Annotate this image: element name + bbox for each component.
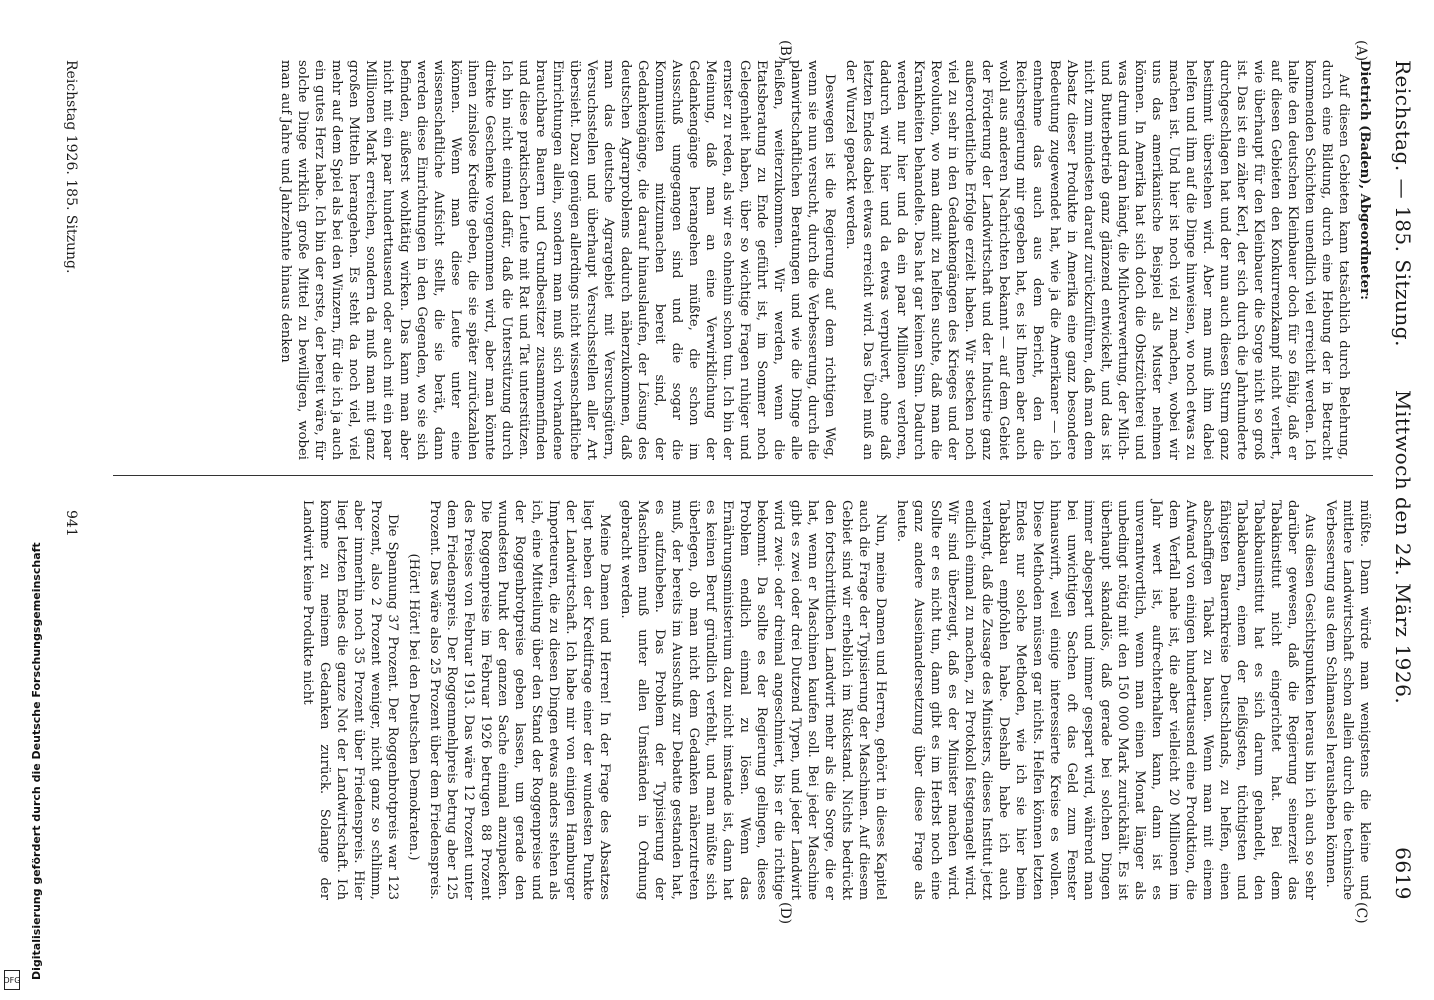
right-paragraph: Meine Damen und Herren! In der Frage des Absatzes liegt neben der Kreditfrage einer der wundesten Punkte der Landwirtschaft. Ich habe mir von einigen Hamburger Importeuren, die zu diesen Dingen etwas anders stehen als ich, eine Mitteilung über den Stand der Roggenpreise und der Roggenbrotpreise geben lassen, um gerade den wundesten Punkt der ganzen Sache einmal anzupacken. Die Roggenpreise im Februar 1926 betrugen 88 Prozent des Preises von Februar 1913. Das wäre 12 Prozent unter dem Friedenspreis. Der Roggenmehlpreis betrug aber 125 Prozent. Das wäre also 25 Prozent über dem Friedenspreis. bbox=[427, 500, 612, 900]
interjection: (Hört! Hört! bei den Deutschen Demokraten.) bbox=[406, 553, 421, 861]
digitization-credit: Digitalisierung gefördert durch die Deutsche Forschungsgemeinschaft bbox=[30, 542, 43, 980]
rotated-page-content bbox=[53, 40, 1433, 925]
right-column bbox=[93, 500, 1373, 900]
scanned-page bbox=[53, 40, 1434, 960]
page-footer: Reichstag 1926. 185. Sitzung. bbox=[63, 60, 79, 274]
left-paragraph: Auf diesen Gebieten kann tatsächlich durch Belehrung, durch eine Bildung, durch eine Hebung der in Betracht kommenden Schichten unendlich viel erreicht werden. Ich halte den deutschen Kleinbauer doch für so fähig, daß er auf diesen Gebieten den Konkurrenzkampf nicht verliert, wie überhaupt für den Kleinbauer die Sorge nicht so groß ist. Das ist ein zäher Kerl, der sich durch die Jahrhunderte durchgeschlagen hat und der nun auch diesen Sturm ganz bestimmt überstehen wird. Aber man muß ihm dabei helfen und ihm auf die Dinge hinweisen, wo noch etwas zu machen ist. Und hier ist noch viel zu machen, wobei wir uns das amerikanische Beispiel als Muster nehmen können. In Amerika hat sich doch die Obstzüchterei und was drum und dran hängt, die Milchverwertung, der Milch- und Butterbetrieb ganz glänzend entwickelt, und das ist nicht zum mindesten darauf zurückzuführen, daß man dem Absatz dieser Produkte in Amerika eine ganz besondere Bedeutung zugewendet hat, wie ja die Amerikaner — ich entnehme das auch aus dem Bericht, den die Reichsregierung mir gegeben hat, es ist Ihnen aber auch wohl aus anderen Nachrichten bekannt — auf dem Gebiet der Förderung der Landwirtschaft und der Industrie ganz außerordentliche Erfolge erzielt haben. Wir stecken noch viel zu sehr in den Gedankengängen des Krieges und der Revolution, wo man damit zu helfen suchte, daß man die Krankheiten behandelte. Das hat gar keinen Sinn. Dadurch werden nur hier und da ein paar Millionen verloren, dadurch wird hier und da etwas verpulvert, ohne daß letzten Endes dabei etwas erreicht wird. Das Übel muß an der Wurzel gepackt werden. bbox=[843, 60, 1351, 460]
margin-marker-d: (D) bbox=[777, 902, 793, 925]
dfg-logo: DFG bbox=[4, 970, 20, 990]
header-date: Mittwoch den 24. März 1926. bbox=[1391, 390, 1415, 705]
credit-sidebar bbox=[0, 0, 43, 1000]
page-header bbox=[1381, 60, 1415, 900]
left-column bbox=[93, 60, 1373, 460]
right-paragraph: Aus diesen Gesichtspunkten heraus bin ich auch so sehr darüber gewesen, daß die Regierung seinerzeit das Tabakinstitut nicht eingerichtet hat. Bei dem Tabakbauinstitut hat es sich darum gehandelt, den Tabakbauern, einem der fleißigsten, tüchtigsten und fähigsten Bauernkreise Deutschlands, zu helfen, einen abschaffigen Tabak zu bauen. Wenn man mit einem Aufwand von einigen hunderttausend eine Produktion, die dem Verfall nahe ist, die aber vielleicht 20 Millionen im Jahr wert ist, aufrechterhalten kann, dann ist es unverantwortlich, wenn man einen Monat länger als unbedingt nötig mit den 150 000 Mark zurückhält. Es ist überhaupt skandalös, daß gerade bei solchen Dingen immer abgespart und immer gespart wird, während man bei unwichtigen Sachen oft das Geld zum Fenster hinauswirft, weil einige interessierte Kreise es wollen. Diese Methoden müssen gar nichts. Helfen können letzten Endes nur solche Methoden, wie ich sie hier beim Tabakbau empfohlen habe. Deshalb habe ich auch verlangt, daß die Zusage des Ministers, dieses Institut jetzt endlich einmal zu machen, zu Protokoll festgenagelt wird. Wir sind überzeugt, daß es der Minister machen wird. Sollte er es nicht tun, dann gibt es im Herbst noch eine ganz andere Auseinandersetzung über diese Frage als heute. bbox=[894, 500, 1317, 900]
footer-page-number: 941 bbox=[63, 510, 79, 537]
speaker-line: Dietrich (Baden), Abgeordneter: bbox=[1357, 60, 1372, 300]
margin-marker-c: (C) bbox=[1353, 902, 1369, 924]
left-paragraph: Deswegen ist die Regierung auf dem richtigen Weg, wenn sie nun versucht, durch die Verbesserung, durch die planwirtschaftlichen Beratungen und wie die Dinge alle heißen, weiterzukommen. Wir werden, wenn die Etatsberatung zu Ende geführt ist, im Sommer noch Gelegenheit haben, über so wichtige Fragen ruhiger und ernster zu reden, als wir es ohnehin schon tun. Ich bin der Meinung, daß man an eine Verwirklichung der Gedankengänge herangehen müßte, die schon im Ausschuß umgegangen sind und die sogar die Kommunisten mitzumachen bereit sind, der Gedankengänge, die darauf hinauslaufen, der Lösung des deutschen Agrarproblems dadurch näherzukommen, daß man das deutsche Agrargebiet mit Versuchsgütern, Versuchsstellen und überhaupt Versuchsstellen aller Art übersieht. Dazu genügen allerdings nicht wissenschaftliche Einrichtungen allein, sondern man muß sich vorhandene brauchbare Bauern und Grundbesitzer zusammenfinden und diese praktischen Leute mit Rat und Tat unterstützen. Ich bin nicht einmal dafür, daß die Unterstützung durch direkte Geschenke vorgenommen wird, aber man könnte ihnen zinslose Kredite geben, die sie später zurückzahlen können. Wenn man diese Leute unter eine wissenschaftliche Aufsicht stellt, die sie berät, dann werden diese Einrichtungen in den Gegenden, wo sie sich befinden, äußerst wohltätig wirken. Das kann man aber nicht mit ein paar hunderttausend oder auch mit ein paar Millionen Mark erreichen, sondern da muß man mit ganz großen Mitteln herangehen. Es steht da noch viel, viel mehr auf dem Spiel als bei den Winzern, für die ich ja auch ein gutes Herz habe. Ich bin der erste, der bereit wäre, für solche Dinge wirklich große Mittel zu bewilligen, wobei man auf Jahre und Jahrzehnte hinaus denken bbox=[278, 60, 837, 460]
header-left: Reichstag. — 185. Sitzung. bbox=[1391, 60, 1415, 347]
right-paragraph: müßte. Dann würde man wenigstens die kleine und mittlere Landwirtschaft schon allein durch die technische Verbesserung aus dem Schlamassel herausheben können. bbox=[1323, 500, 1372, 900]
header-page-number: 6619 bbox=[1391, 847, 1415, 900]
margin-marker-a: (A) bbox=[1353, 40, 1369, 62]
right-paragraph: Die Spannung 37 Prozent. Der Roggenbrotpreis war 123 Prozent, also 2 Prozent weniger, nicht ganz so schlimm, aber immerhin noch 35 Prozent über Friedenspreis. Hier liegt letzten Endes die ganze Not der Landwirtschaft. Ich komme zu meinem Gedanken zurück. Solange der Landwirt keine Produkte nicht bbox=[300, 500, 400, 900]
column-divider bbox=[113, 475, 1373, 476]
margin-marker-b: (B) bbox=[777, 40, 793, 62]
right-paragraph: Nun, meine Damen und Herren, gehört in dieses Kapitel auch die Frage der Typisierung der Maschinen. Auf diesem Gebiet sind wir erheblich im Rückstand. Nichts bedrückt den fortschrittlichen Landwirt mehr als die Sorge, die er hat, wenn er Maschinen kaufen soll. Bei jeder Maschine gibt es zwei oder drei Dutzend Typen, und jeder Landwirt wird zwei- oder dreimal angeschmiert, bis er die richtige bekommt. Da sollte es der Regierung gelingen, dieses Problem endlich einmal zu lösen. Wenn das Ernährungsministerium dazu nicht imstande ist, dann hat es keinen Beruf gründlich verfehlt, und man müßte sich überlegen, ob man nicht dem Gedanken näherzutreten muß, der bereits im Ausschuß zur Debatte gestanden hat, es aufzuheben. Das Problem der Typisierung der Maschinen muß unter allen Umständen in Ordnung gebracht werden. bbox=[618, 500, 888, 900]
